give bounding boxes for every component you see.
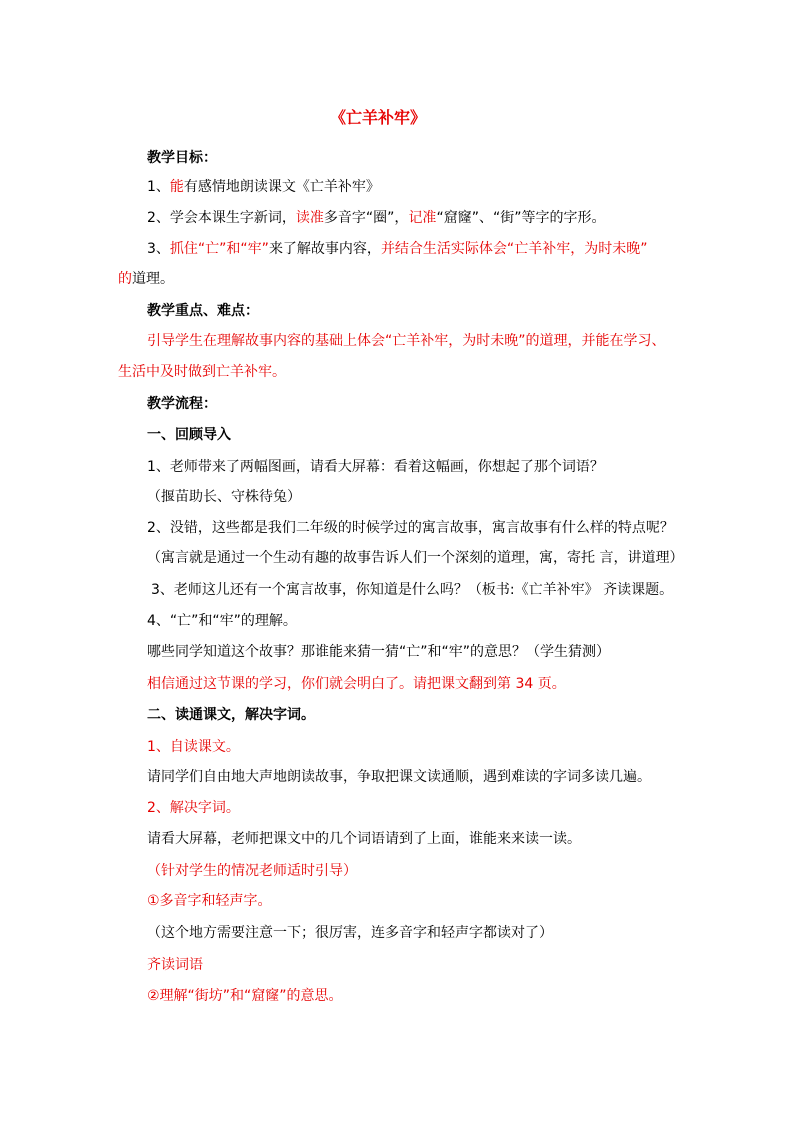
focus-heading: 教学重点、难点： [147,303,259,319]
goal-item-3-continued [118,269,174,289]
section-1-line-2: （揠苗助长、守株待兔） [147,489,301,505]
document-title: 《亡羊补牢》 [330,108,427,127]
section-2-heading: 二、读通课文，解决字词。 [147,707,315,723]
goals-heading: 教学目标： [147,150,217,166]
section-1-line-7: 哪些同学知道这个故事？那谁能来猜一猜“亡”和“牢”的意思？（学生猜测） [147,644,611,660]
flow-heading: 教学流程： [147,396,217,412]
focus-line-1: 引导学生在理解故事内容的基础上体会“亡羊补牢，为时未晚”的道理，并能在学习、 [147,333,666,349]
goal-3-highlight-b: 并结合生活实际体会“亡羊补牢，为时未晚” [380,241,648,257]
goal-3-cont-highlight: 的 [118,271,132,287]
goal-2-highlight-a: 读准 [295,210,324,226]
goal-3-cont-text: 道理。 [132,271,174,287]
goal-1-highlight: 能 [169,179,184,195]
goal-item-2 [147,208,605,228]
goal-3-number: 3、 [147,241,170,257]
goal-1-number: 1、 [147,179,170,195]
section-2-line-5: （针对学生的情况老师适时引导） [147,863,357,879]
section-1-line-1: 1、老师带来了两幅图画，请看大屏幕：看着这幅画，你想起了那个词语？ [147,459,604,475]
goal-1-text: 有感情地朗读课文《亡羊补牢》 [183,179,380,195]
section-1-heading: 一、回顾导入 [147,427,231,443]
section-2-line-9: ②理解“街坊”和“窟窿”的意思。 [147,988,343,1004]
goal-3-highlight-a: 抓住“亡”和“牢” [169,241,269,257]
goal-2-text-c: “窟窿”、“街”等字的字形。 [436,210,606,226]
section-1-line-5: 3、老师这儿还有一个寓言故事，你知道是什么吗？（板书:《亡羊补牢》 齐读课题。 [151,582,674,598]
goal-3-text: 来了解故事内容， [268,241,381,257]
section-1-line-4: （寓言就是通过一个生动有趣的故事告诉人们一个深刻的道理，寓，寄托 言，讲道理） [147,550,684,566]
section-1-line-8: 相信通过这节课的学习，你们就会明白了。请把课文翻到第 34 页。 [147,676,566,692]
goal-2-text-a: 2、学会本课生字新词， [147,210,296,226]
goal-2-highlight-b: 记准 [408,210,437,226]
section-2-line-1: 1、自读课文。 [147,739,240,755]
section-2-line-3: 2、解决字词。 [147,800,240,816]
section-2-line-8: 齐读词语 [147,957,203,973]
section-2-line-6: ①多音字和轻声字。 [147,893,272,909]
goal-2-text-b: 多音字“圈”， [323,210,409,226]
section-1-line-6: 4、“亡”和“牢”的理解。 [147,613,297,629]
goal-item-1 [147,177,380,197]
section-2-line-7: （这个地方需要注意一下；很厉害，连多音字和轻声字都读对了） [147,925,553,941]
focus-line-2: 生活中及时做到亡羊补牢。 [118,364,286,380]
section-2-line-2: 请同学们自由地大声地朗读故事，争取把课文读通顺，遇到难读的字词多读几遍。 [147,769,651,785]
section-1-line-3: 2、没错，这些都是我们二年级的时候学过的寓言故事，寓言故事有什么样的特点呢？ [147,520,674,536]
goal-item-3 [147,239,647,259]
section-2-line-4: 请看大屏幕，老师把课文中的几个词语请到了上面，谁能来来读一读。 [147,831,581,847]
